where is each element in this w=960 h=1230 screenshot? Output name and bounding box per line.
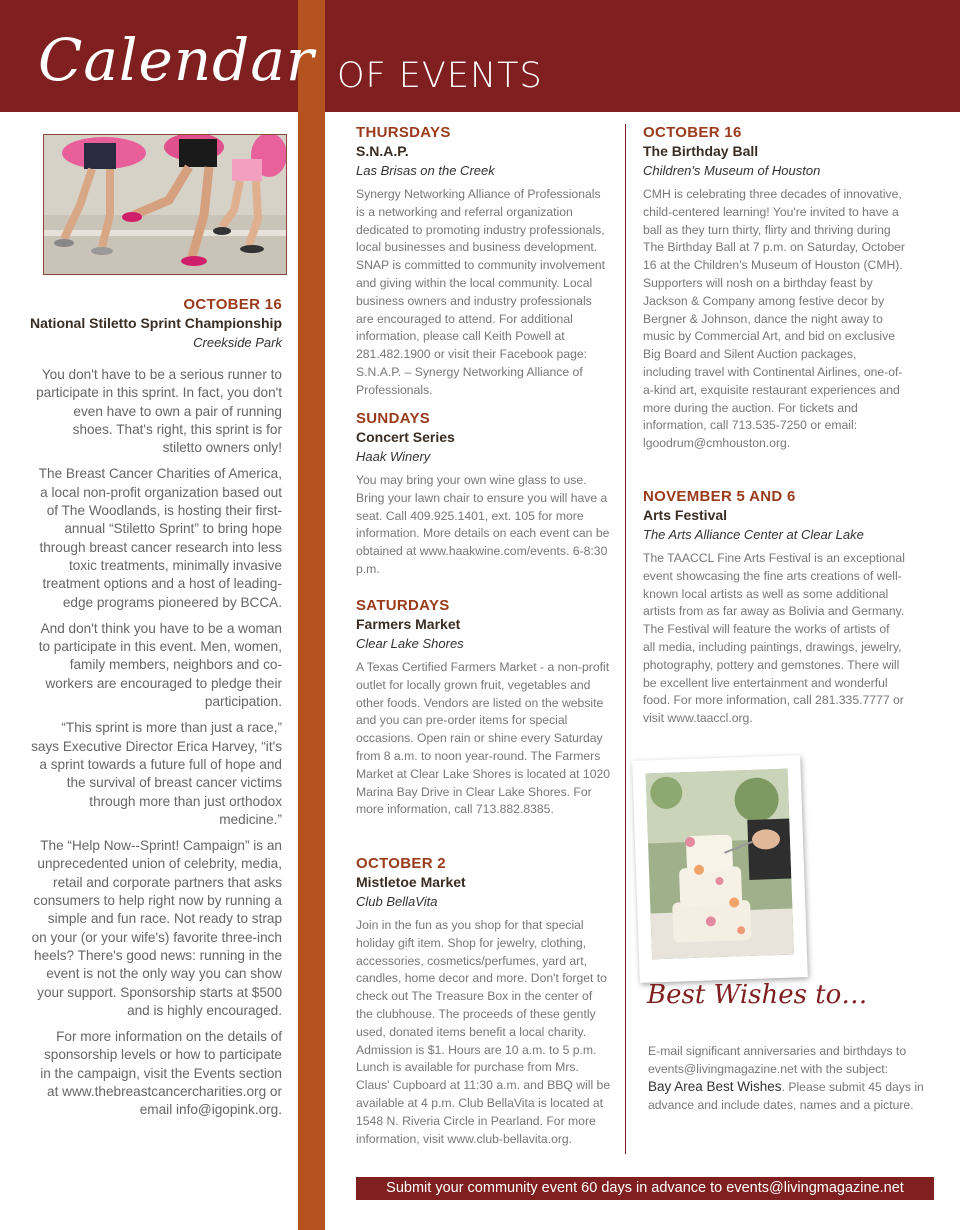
- submit-event-banner: Submit your community event 60 days in advance to events@livingmagazine.net: [356, 1177, 934, 1200]
- event-block: [643, 124, 905, 488]
- best-wishes-subject: Bay Area Best Wishes: [648, 1079, 782, 1094]
- best-wishes-outro: . Please submit 45 days in advance and include dates, names and a picture.: [648, 1080, 924, 1112]
- event-name: Concert Series: [356, 429, 455, 445]
- event-date: OCTOBER 2: [356, 855, 446, 872]
- event-block: [356, 855, 612, 1148]
- event-name: The Birthday Ball: [643, 143, 759, 159]
- stiletto-runners-photo: [43, 134, 287, 275]
- event-name: National Stiletto Sprint Championship: [30, 315, 282, 331]
- best-wishes-text: [648, 1042, 928, 1114]
- events-column-middle: [356, 124, 612, 1148]
- event-paragraph: The Breast Cancer Charities of America, a local non-profit organization based out of The Woodlands, is hosting their first-annual “Stiletto Sprint” to bring hope through breast cancer research into less toxic treatments, minimally invasive treatment options and a host of leading-edge programs pioneered by BCCA.: [38, 466, 282, 610]
- event-date: SUNDAYS: [356, 410, 431, 427]
- birthday-cake-photo: [632, 755, 808, 983]
- event-description: The TAACCL Fine Arts Festival is an exceptional event showcasing the fine arts creations of well-known local artists as well as some additional artists from as far away as Bolivia and Germany. The Festival will feature the works of artists of all media, including paintings, drawings, jewelry, photography, pottery and gemstones. There will be excellent live entertainment and wonderful food. For more information, call 281.335.7777 or visit www.taaccl.org.: [643, 551, 905, 726]
- page-title-script: Calendar: [38, 26, 315, 94]
- page-title-caps: OF EVENTS: [337, 56, 543, 96]
- event-date: NOVEMBER 5 AND 6: [643, 488, 796, 505]
- event-venue: Haak Winery: [356, 449, 431, 464]
- event-paragraph: For more information on the details of sponsorship levels or how to participate in the campaign, visit the Events section at www.thebreastcancercharities.org or email info@igopink.org.: [40, 1029, 282, 1118]
- event-name: Arts Festival: [643, 507, 728, 523]
- events-column-right: [643, 124, 905, 728]
- event-venue: Clear Lake Shores: [356, 636, 464, 651]
- event-name: S.N.A.P.: [356, 143, 409, 159]
- event-date: THURSDAYS: [356, 124, 451, 141]
- event-venue: Creekside Park: [193, 335, 282, 350]
- event-description: Synergy Networking Alliance of Professionals is a networking and referral organization dedicated to promoting industry professionals, local businesses and business development. SNAP is committed to community involvement and giving within the local community. Local business owners and industry professionals are encouraged to attend. For additional information, please call Keith Powell at 281.482.1900 or visit their Facebook page: S.N.A.P. – Synergy Networking Alliance of Professionals.: [356, 187, 606, 397]
- decorative-spine: [298, 0, 325, 1230]
- event-venue: Club BellaVita: [356, 894, 438, 909]
- event-description: Join in the fun as you shop for that special holiday gift item. Shop for jewelry, clothing, accessories, cosmetics/perfumes, yard art, candles, home decor and more. Don't forget to check out The Treasure Box in the center of the clubhouse. The proceeds of these gently used, donated items benefit a local charity. Admission is $1. Hours are 10 a.m. to 5 p.m. Lunch is available for purchase from Mrs. Claus' Cupboard at 11:30 a.m. and BBQ will be available at 4 p.m. Club BellaVita is located at 1548 N. Riveria Circle in Pearland. For more information, visit www.club-bellavita.org.: [356, 918, 611, 1146]
- best-wishes-title: Best Wishes to…: [647, 980, 868, 1010]
- event-venue: Children's Museum of Houston: [643, 163, 821, 178]
- event-description: CMH is celebrating three decades of innovative, child-centered learning! You're invited to have a ball as they turn thirty, flirty and thriving during The Birthday Ball at 7 p.m. on Saturday, October 16 at the Children's Museum of Houston (CMH). Supporters will nosh on a birthday feast by Jackson & Company among festive decor by Bergner & Johnson, dance the night away to music by Commercial Art, and bid on exclusive Big Board and Silent Auction packages, including travel with Continental Airlines, one-of-a-kind art, exquisite restaurant experiences and more during the auction. For tickets and information, call 713.535-7250 or email: lgoodrum@cmhouston.org.: [643, 187, 905, 451]
- event-date: OCTOBER 16: [183, 296, 282, 313]
- event-name: Mistletoe Market: [356, 874, 466, 890]
- event-venue: Las Brisas on the Creek: [356, 163, 495, 178]
- column-divider: [625, 124, 626, 1154]
- featured-event: [30, 296, 282, 1128]
- event-paragraph: And don't think you have to be a woman to participate in this event. Men, women, family members, neighbors and co-workers are encouraged to pledge their participation.: [38, 620, 282, 710]
- event-venue: The Arts Alliance Center at Clear Lake: [643, 527, 864, 542]
- best-wishes-intro: E-mail significant anniversaries and birthdays to events@livingmagazine.net with the subject:: [648, 1044, 907, 1076]
- event-name: Farmers Market: [356, 616, 461, 632]
- event-paragraph: “This sprint is more than just a race,” says Executive Director Erica Harvey, “it's a sprint towards a future full of hope and the survival of breast cancer victims through more than just orthodox medicine.”: [31, 720, 282, 827]
- event-block: [356, 410, 612, 597]
- event-description: A Texas Certified Farmers Market - a non-profit outlet for locally grown fruit, vegetables and other foods. Vendors are listed on the website and you can pre-order items for special occasions. Open rain or shine every Saturday from 8 a.m. to noon year-round. The Farmers Market at Clear Lake Shores is located at 1020 Marina Bay Drive in Clear Lake Shores. For more information, call 713.882.8385.: [356, 660, 611, 817]
- event-block: [356, 597, 612, 855]
- event-paragraph: You don't have to be a serious runner to participate in this sprint. In fact, you don't even have to own a pair of running shoes. That's right, this sprint is for stiletto owners only!: [36, 367, 282, 456]
- event-description: You may bring your own wine glass to use. Bring your lawn chair to ensure you will have a seat. Call 409.925.1401, ext. 105 for more information. More details on each event can be obtained at www.haakwine.com/events. 6-8:30 p.m.: [356, 473, 610, 576]
- event-paragraph: The “Help Now--Sprint! Campaign” is an unprecedented union of celebrity, media, retail and corporate partners that asks consumers to help right now by running a simple and fun race. Not ready to strap on your (or your wife's) favorite three-inch heels? There's good news: running in the event is not the only way you can show your support. Sponsorship starts at $500 and is highly encouraged.: [31, 838, 282, 1018]
- event-date: SATURDAYS: [356, 597, 450, 614]
- event-block: [643, 488, 905, 728]
- event-date: OCTOBER 16: [643, 124, 742, 141]
- event-block: [356, 124, 612, 410]
